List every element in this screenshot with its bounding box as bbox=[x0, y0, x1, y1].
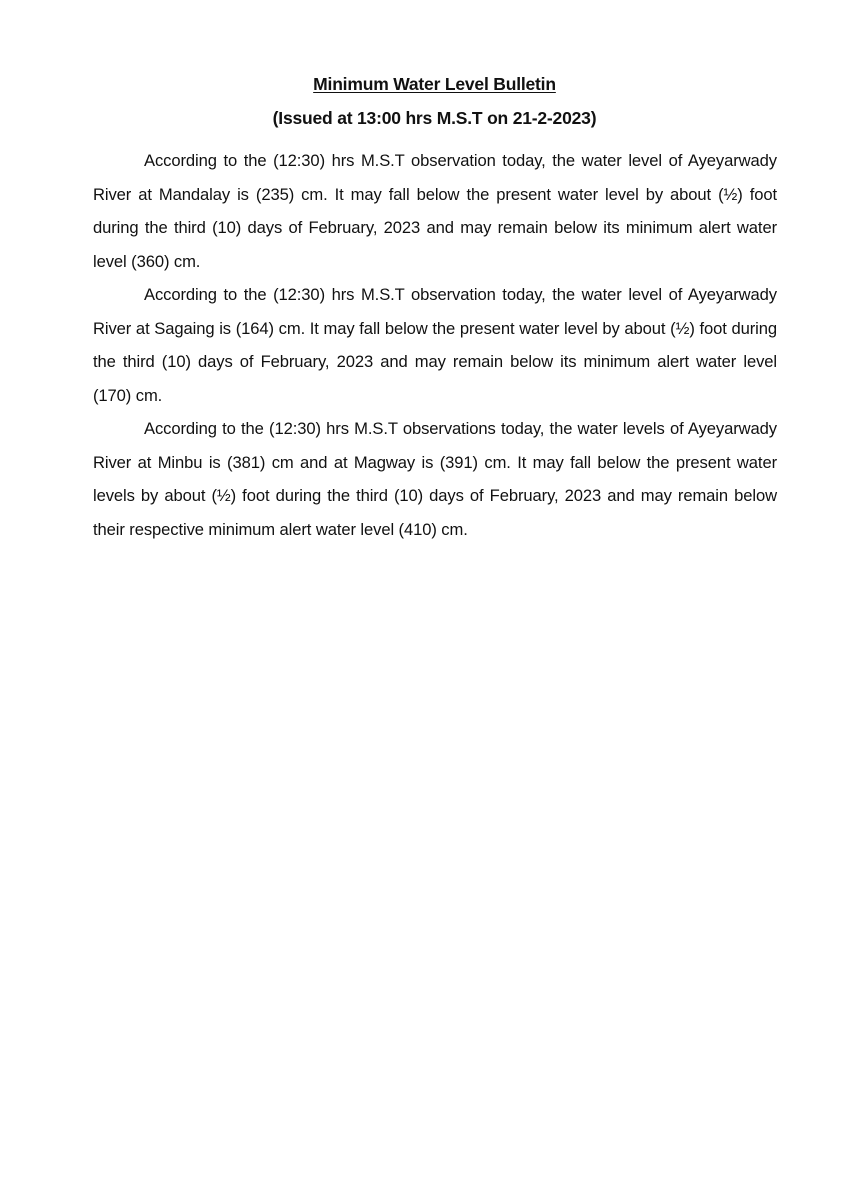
paragraph-mandalay: According to the (12:30) hrs M.S.T observation today, the water level of Ayeyarwady River at Mandalay is (235) cm. It may fall below the present water level by about (½) foot during the third (10) days of February, 2023 and may remain below its minimum alert water level (360) cm. bbox=[93, 151, 777, 271]
paragraph-sagaing: According to the (12:30) hrs M.S.T observation today, the water level of Ayeyarwady River at Sagaing is (164) cm. It may fall below the present water level by about (½) foot during the third (10) days of February, 2023 and may remain below its minimum alert water level (170) cm. bbox=[93, 285, 777, 405]
bulletin-body bbox=[93, 144, 777, 546]
bulletin-title: Minimum Water Level Bulletin bbox=[313, 74, 556, 94]
paragraph-minbu-magway: According to the (12:30) hrs M.S.T observations today, the water levels of Ayeyarwady River at Minbu is (381) cm and at Magway is (391) cm. It may fall below the present water levels by about (½) foot during the third (10) days of February, 2023 and may remain below their respective minimum alert water level (410) cm. bbox=[93, 419, 777, 539]
issued-time-subtitle: (Issued at 13:00 hrs M.S.T on 21-2-2023) bbox=[272, 108, 597, 128]
